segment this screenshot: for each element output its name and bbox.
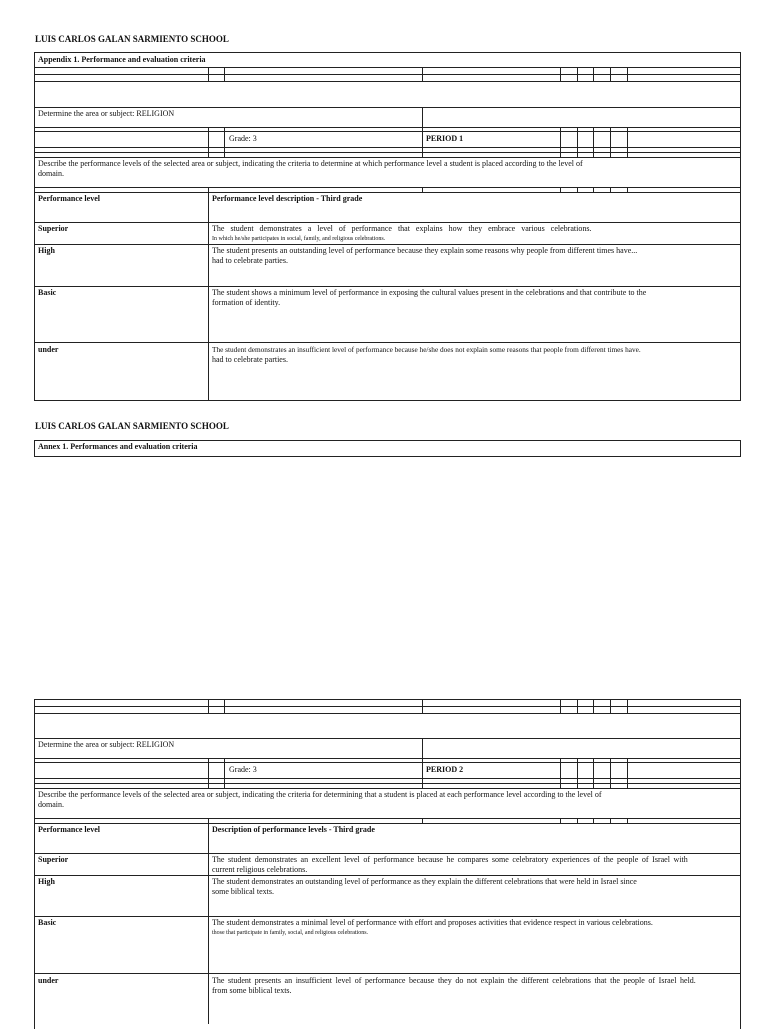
school-title: LUIS CARLOS GALAN SARMIENTO SCHOOL xyxy=(35,421,229,431)
level-description-line2: formation of identity. xyxy=(212,298,281,307)
level-label: High xyxy=(38,877,55,886)
period-label: PERIOD 2 xyxy=(426,765,464,774)
school-title: LUIS CARLOS GALAN SARMIENTO SCHOOL xyxy=(35,34,229,44)
level-description-line1: The student demonstrates an insufficient level of performance because he/she does not explain some reasons that people from different times have. xyxy=(212,345,641,354)
level-label: Superior xyxy=(38,224,69,233)
level-label: under xyxy=(38,976,59,985)
level-description-line2: In which he/she participates in social, family, and religious celebrations. xyxy=(212,236,386,242)
column-header-level: Performance level xyxy=(38,825,100,834)
annex-title: Annex 1. Performances and evaluation criteria xyxy=(38,442,198,451)
level-description-line1: The student demonstrates an outstanding level of performance as they explain the different celebrations that were held in Israel since xyxy=(212,877,637,886)
level-label: Basic xyxy=(38,288,57,297)
describe-instructions-line2: domain. xyxy=(38,169,64,178)
level-label: Basic xyxy=(38,918,57,927)
level-description-line1: The student presents an insufficient level of performance because they do not explain the different celebrations that the people of Israel held. xyxy=(212,976,696,985)
subject-label: Determine the area or subject: RELIGION xyxy=(38,740,175,749)
grade-label: Grade: 3 xyxy=(229,765,257,774)
level-description-line1: The student presents an outstanding level of performance because they explain some reasons why people from different times have... xyxy=(212,246,638,255)
describe-instructions-line2: domain. xyxy=(38,800,64,809)
level-description-line1: The student demonstrates a minimal level of performance with effort and proposes activities that evidence respect in various celebrations. xyxy=(212,918,653,927)
describe-instructions-line1: Describe the performance levels of the selected area or subject, indicating the criteria to determine at which performance level a student is placed according to the level of xyxy=(38,159,583,168)
grade-label: Grade: 3 xyxy=(229,134,257,143)
level-description-line1: The student demonstrates a level of performance that explains how they embrace various celebrations. xyxy=(212,224,592,233)
level-label: Superior xyxy=(38,855,69,864)
level-label: High xyxy=(38,246,55,255)
subject-label: Determine the area or subject: RELIGION xyxy=(38,109,175,118)
level-description-line2: had to celebrate parties. xyxy=(212,256,288,265)
column-header-description: Performance level description - Third grade xyxy=(212,194,363,203)
level-description-line2: some biblical texts. xyxy=(212,887,274,896)
level-description-line2: had to celebrate parties. xyxy=(212,355,288,364)
level-description-line2: those that participate in family, social, and religious celebrations. xyxy=(212,930,369,936)
appendix-title: Appendix 1. Performance and evaluation criteria xyxy=(38,55,206,64)
describe-instructions-line1: Describe the performance levels of the selected area or subject, indicating the criteria for determining that a student is placed at each performance level according to the level of xyxy=(38,790,602,799)
level-description-line1: The student shows a minimum level of performance in exposing the cultural values present in the celebrations and that contribute to the xyxy=(212,288,647,297)
period-label: PERIOD 1 xyxy=(426,134,464,143)
level-description-line2: current religious celebrations. xyxy=(212,865,308,874)
level-description-line2: from some biblical texts. xyxy=(212,986,292,995)
column-header-description: Description of performance levels - Third grade xyxy=(212,825,375,834)
level-description-line1: The student demonstrates an excellent level of performance because he compares some celebratory experiences of the people of Israel with xyxy=(212,855,688,864)
level-label: under xyxy=(38,345,59,354)
column-header-level: Performance level xyxy=(38,194,100,203)
